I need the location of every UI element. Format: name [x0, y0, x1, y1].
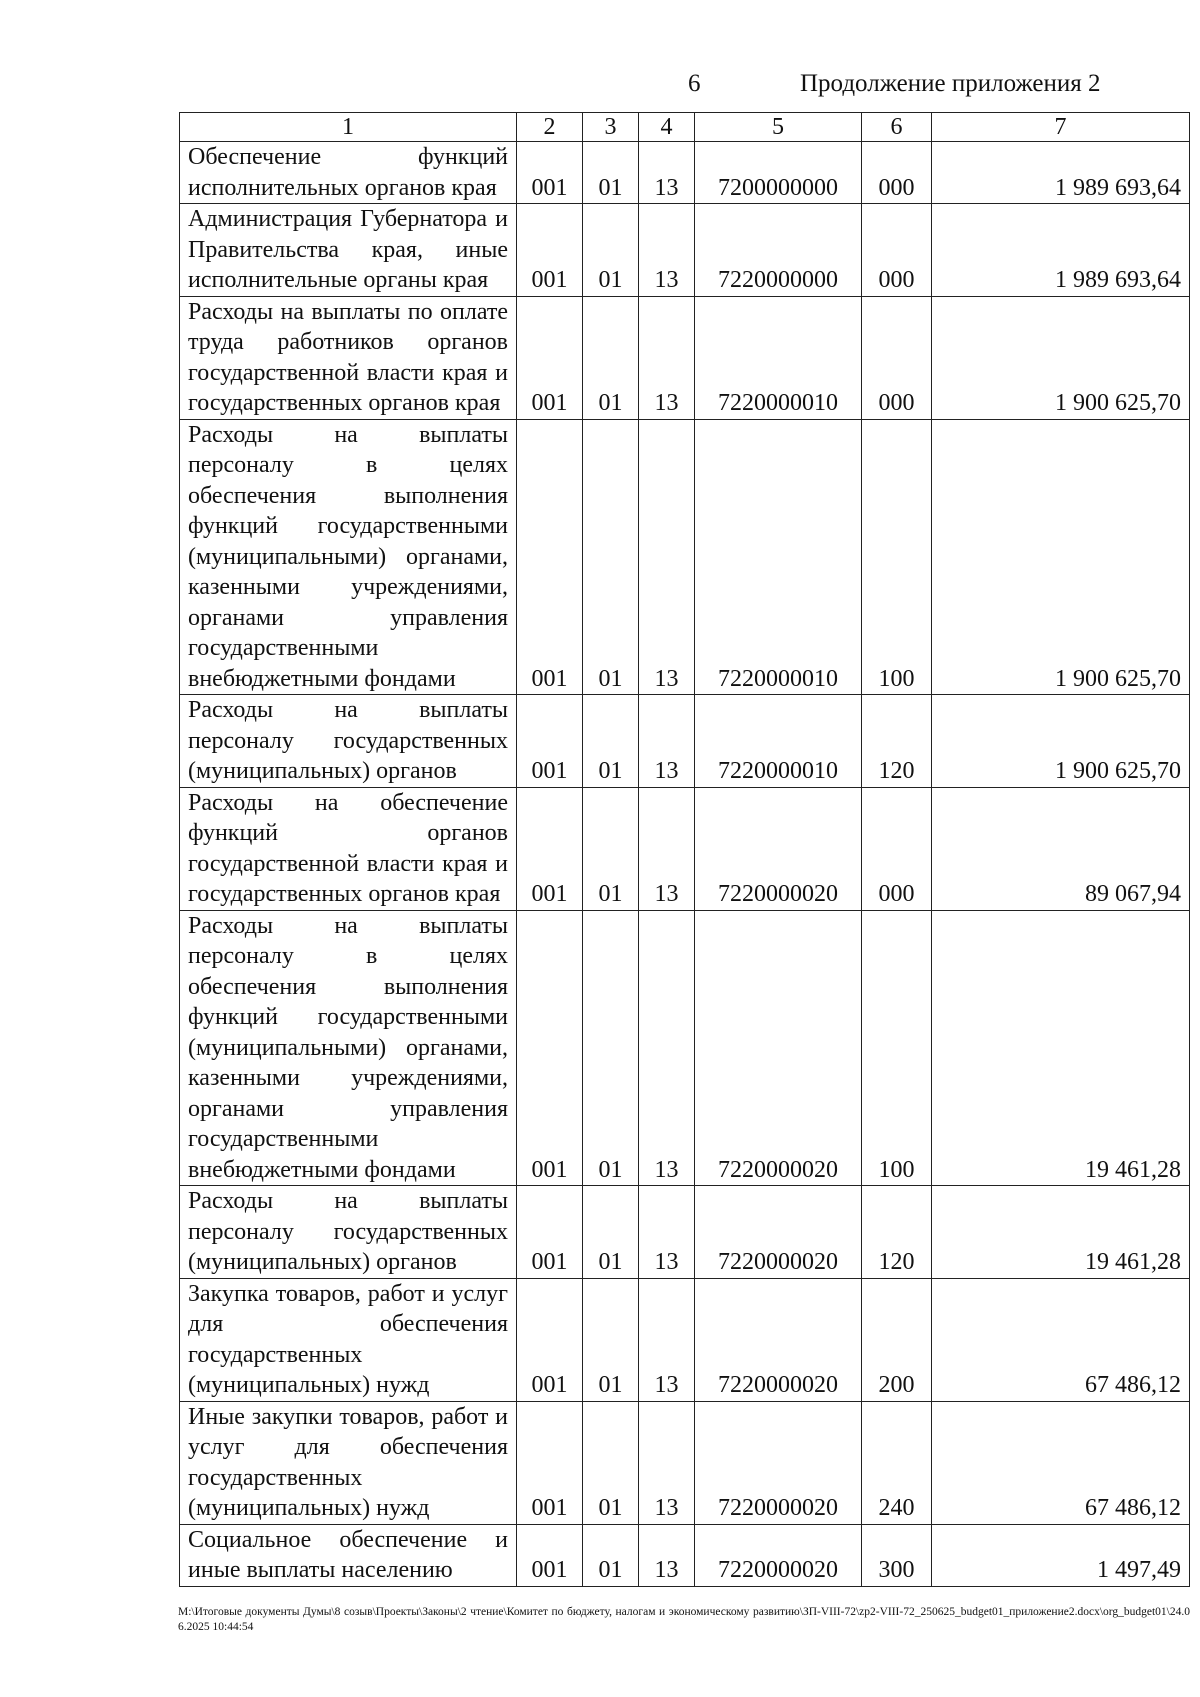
expense-name-cell: Закупка товаров, работ и услуг для обеспечения государственных (муниципальных) нужд [180, 1278, 517, 1401]
code-cell: 7200000000 [695, 142, 862, 204]
appendix-continuation-label: Продолжение приложения 2 [800, 70, 1101, 97]
amount-cell: 89 067,94 [932, 787, 1190, 910]
table-row [180, 142, 1190, 204]
column-header: 3 [583, 113, 639, 142]
code-cell: 01 [583, 787, 639, 910]
document-file-path-footer: М:\Итоговые документы Думы\8 созыв\Проекты\Законы\2 чтение\Комитет по бюджету, налогам и экономическому развитию\ЗП-VIII-72\zp2-VIII-72_250625_budget01_приложение2.docx\org_budget01\24.06.2025 10:44:54 [178, 1606, 1190, 1633]
table-row [180, 787, 1190, 910]
code-cell: 7220000020 [695, 1186, 862, 1279]
code-cell: 13 [639, 204, 695, 297]
amount-cell: 1 989 693,64 [932, 142, 1190, 204]
code-cell: 001 [517, 695, 583, 788]
code-cell: 7220000020 [695, 1278, 862, 1401]
code-cell: 13 [639, 1401, 695, 1524]
code-cell: 01 [583, 296, 639, 419]
code-cell: 7220000010 [695, 419, 862, 695]
expense-name-cell: Социальное обеспечение и иные выплаты населению [180, 1524, 517, 1586]
amount-cell: 1 989 693,64 [932, 204, 1190, 297]
code-cell: 000 [862, 787, 932, 910]
column-header: 6 [862, 113, 932, 142]
column-header: 5 [695, 113, 862, 142]
code-cell: 000 [862, 204, 932, 297]
expense-name-cell: Иные закупки товаров, работ и услуг для обеспечения государственных (муниципальных) нужд [180, 1401, 517, 1524]
code-cell: 13 [639, 1524, 695, 1586]
code-cell: 7220000020 [695, 787, 862, 910]
table-row [180, 1278, 1190, 1401]
code-cell: 7220000000 [695, 204, 862, 297]
table-row [180, 1524, 1190, 1586]
amount-cell: 19 461,28 [932, 1186, 1190, 1279]
code-cell: 01 [583, 910, 639, 1186]
code-cell: 13 [639, 1186, 695, 1279]
code-cell: 001 [517, 142, 583, 204]
code-cell: 01 [583, 142, 639, 204]
column-header: 2 [517, 113, 583, 142]
code-cell: 001 [517, 296, 583, 419]
code-cell: 01 [583, 419, 639, 695]
code-cell: 001 [517, 1524, 583, 1586]
code-cell: 120 [862, 1186, 932, 1279]
code-cell: 13 [639, 419, 695, 695]
code-cell: 001 [517, 419, 583, 695]
code-cell: 13 [639, 142, 695, 204]
amount-cell: 1 900 625,70 [932, 419, 1190, 695]
code-cell: 120 [862, 695, 932, 788]
code-cell: 01 [583, 1524, 639, 1586]
code-cell: 01 [583, 1401, 639, 1524]
code-cell: 13 [639, 787, 695, 910]
table-row [180, 1401, 1190, 1524]
code-cell: 200 [862, 1278, 932, 1401]
code-cell: 13 [639, 695, 695, 788]
code-cell: 300 [862, 1524, 932, 1586]
expense-name-cell: Расходы на выплаты персоналу в целях обеспечения выполнения функций государственными (муниципальными) органами, казенными учреждениями, органами управления государственными внебюджетными фондами [180, 419, 517, 695]
table-row [180, 204, 1190, 297]
table-header-row [180, 113, 1190, 142]
table-row [180, 910, 1190, 1186]
amount-cell: 1 900 625,70 [932, 695, 1190, 788]
column-header: 7 [932, 113, 1190, 142]
code-cell: 100 [862, 419, 932, 695]
code-cell: 7220000020 [695, 1524, 862, 1586]
code-cell: 000 [862, 296, 932, 419]
code-cell: 01 [583, 1278, 639, 1401]
code-cell: 001 [517, 910, 583, 1186]
code-cell: 001 [517, 787, 583, 910]
expense-name-cell: Расходы на выплаты по оплате труда работников органов государственной власти края и государственных органов края [180, 296, 517, 419]
column-header: 4 [639, 113, 695, 142]
code-cell: 13 [639, 1278, 695, 1401]
code-cell: 01 [583, 204, 639, 297]
code-cell: 7220000020 [695, 1401, 862, 1524]
expense-name-cell: Расходы на выплаты персоналу в целях обеспечения выполнения функций государственными (муниципальными) органами, казенными учреждениями, органами управления государственными внебюджетными фондами [180, 910, 517, 1186]
table-row [180, 419, 1190, 695]
code-cell: 7220000010 [695, 296, 862, 419]
code-cell: 01 [583, 1186, 639, 1279]
expense-name-cell: Администрация Губернатора и Правительства края, иные исполнительные органы края [180, 204, 517, 297]
code-cell: 001 [517, 204, 583, 297]
amount-cell: 67 486,12 [932, 1401, 1190, 1524]
code-cell: 01 [583, 695, 639, 788]
column-header: 1 [180, 113, 517, 142]
code-cell: 100 [862, 910, 932, 1186]
code-cell: 7220000020 [695, 910, 862, 1186]
code-cell: 13 [639, 296, 695, 419]
code-cell: 7220000010 [695, 695, 862, 788]
amount-cell: 19 461,28 [932, 910, 1190, 1186]
amount-cell: 1 497,49 [932, 1524, 1190, 1586]
budget-table [179, 112, 1190, 1587]
code-cell: 001 [517, 1186, 583, 1279]
page-number: 6 [688, 70, 701, 97]
table-row [180, 296, 1190, 419]
expense-name-cell: Расходы на выплаты персоналу государственных (муниципальных) органов [180, 695, 517, 788]
expense-name-cell: Расходы на обеспечение функций органов государственной власти края и государственных органов края [180, 787, 517, 910]
table-row [180, 1186, 1190, 1279]
table-row [180, 695, 1190, 788]
code-cell: 240 [862, 1401, 932, 1524]
code-cell: 13 [639, 910, 695, 1186]
expense-name-cell: Расходы на выплаты персоналу государственных (муниципальных) органов [180, 1186, 517, 1279]
code-cell: 001 [517, 1278, 583, 1401]
expense-name-cell: Обеспечение функций исполнительных органов края [180, 142, 517, 204]
code-cell: 001 [517, 1401, 583, 1524]
amount-cell: 1 900 625,70 [932, 296, 1190, 419]
code-cell: 000 [862, 142, 932, 204]
amount-cell: 67 486,12 [932, 1278, 1190, 1401]
